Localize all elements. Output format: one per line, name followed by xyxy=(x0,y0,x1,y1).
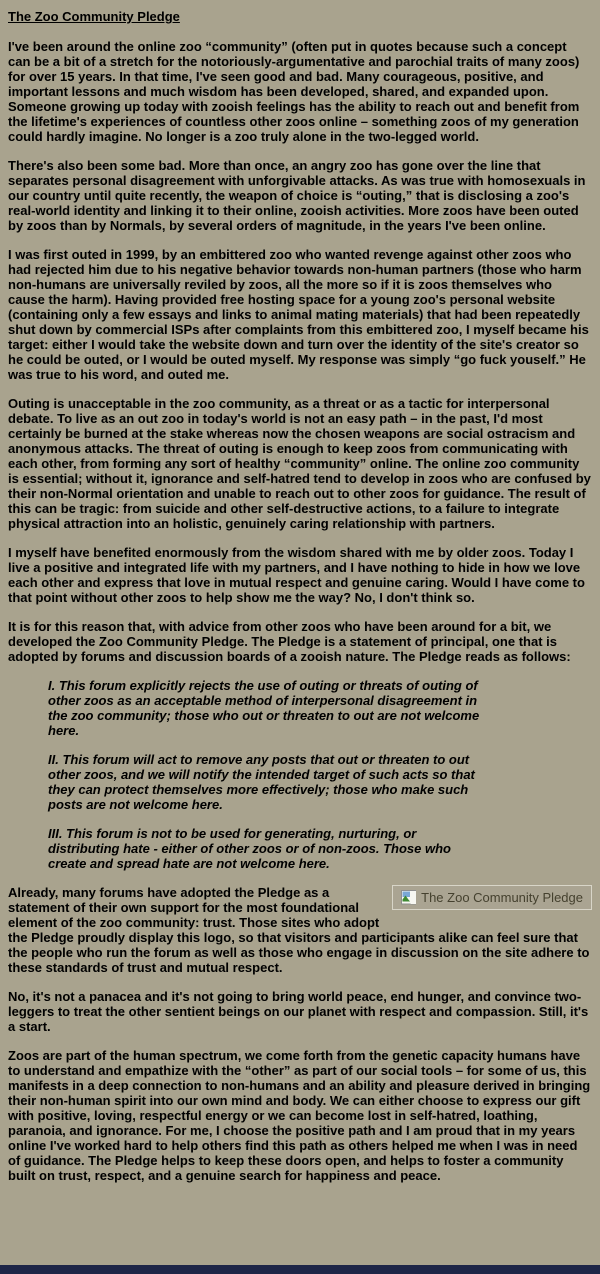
pledge-item-1: I. This forum explicitly rejects the use of outing or threats of outing of other zoos as an acceptable method of interpersonal disagreement in the zoo community; those who out or threaten to out are not welcome here. xyxy=(48,678,480,738)
window-bottom-edge xyxy=(0,1265,600,1274)
pledge-item-2: II. This forum will act to remove any posts that out or threaten to out other zoos, and we will notify the intended target of such acts so that they can protect themselves more effectively; those who make such posts are not welcome here. xyxy=(48,752,475,812)
paragraph-4: Outing is unacceptable in the zoo community, as a threat or as a tactic for interpersonal debate. To live as an out zoo in today's world is not an easy path – in the past, I'd most certainly be burned at the stake whereas now the chosen weapons are social ostracism and anonymous attacks. The threat of outing is enough to keep zoos from communicating with each other, from forming any sort of healthy “community” online. The online zoo community is essential; without it, ignorance and self-hatred tend to develop in zoos who are confused by their non-Normal orientation and unable to reach out to other zoos for guidance. The result of this can be tragic: from suicide and other self-destructive actions, to a failure to integrate physical attraction into an holistic, genuinely caring relationship with partners. xyxy=(8,396,591,531)
broken-image-icon xyxy=(401,890,417,905)
paragraph-3: I was first outed in 1999, by an embittered zoo who wanted revenge against other zoos who had rejected him due to his negative behavior towards non-human partners (those who harm non-humans are universally reviled by zoos, all the more so if it is zoos themselves who cause the harm). Having provided free hosting space for a young zoo's personal website (containing only a few essays and links to animal mating materials) that had been repeatedly shut down by commercial ISPs after complaints from this embittered zoo, I myself became his target: either I would take the website down and turn over the identity of the site's creator so he could be outed, or I would be outed myself. My response was simply “go fuck youself.” He was true to his word, and outed me. xyxy=(8,247,589,382)
paragraph-8: No, it's not a panacea and it's not going to bring world peace, end hunger, and convince two-leggers to treat the other sentient beings on our planet with respect and compassion. Still, it's a start. xyxy=(8,989,589,1034)
paragraph-1: I've been around the online zoo “community” (often put in quotes because such a concept can be a bit of a stretch for the notoriously-argumentative and parochial traits of many zoos) for over 15 years. In that time, I've seen good and bad. Many courageous, positive, and important lessons and much wisdom has been developed, shared, and expanded upon. Someone growing up today with zooish feelings has the ability to reach out and benefit from the lifetime's experiences of countless other zoos online – something zoos of my generation could hardly imagine. No longer is a zoo truly alone in the two-legged world. xyxy=(8,39,580,144)
paragraph-5: I myself have benefited enormously from the wisdom shared with me by older zoos. Today I live a positive and integrated life with my partners, and I have nothing to hide in how we love each other and express that love in mutual respect and genuine caring. Would I have come to that point without other zoos to help show me the way? No, I don't think so. xyxy=(8,545,585,605)
pledge-logo-alt-text: The Zoo Community Pledge xyxy=(421,890,583,905)
pledge-logo-broken-image xyxy=(392,885,592,910)
pledge-blockquote xyxy=(48,678,487,871)
paragraph-9: Zoos are part of the human spectrum, we come forth from the genetic capacity humans have to understand and empathize with the “other” as part of our social tools – for some of us, this manifests in a deep connection to non-humans and an ability and pleasure derived in bringing their non-human spirit into our own mind and body. We can either choose to express our gift with positive, loving, respectful energy or we can become lost in self-hatred, loathing, paranoia, and ignorance. For me, I choose the positive path and I am proud that in my years online I've worked hard to help others find this path as others helped me when I was in need of guidance. The Pledge helps to keep these doors open, and helps to foster a community built on trust, respect, and a genuine search for happiness and peace. xyxy=(8,1048,591,1183)
pledge-item-3: III. This forum is not to be used for generating, nurturing, or distributing hate - either of other zoos or of non-zoos. Those who create and spread hate are not welcome here. xyxy=(48,826,451,871)
paragraph-7-text: Already, many forums have adopted the Pledge as a statement of their own support for the most foundational element of the zoo community: trust. Those sites who adopt the Pledge proudly display this logo, so that visitors and participants alike can feel sure that the people who run the forum as well as those who engage in discussion on the site adhere to these standards of trust and mutual respect. xyxy=(8,885,590,975)
page-title: The Zoo Community Pledge xyxy=(8,9,180,24)
paragraph-6: It is for this reason that, with advice from other zoos who have been around for a bit, we developed the Zoo Community Pledge. The Pledge is a statement of principal, one that is adopted by forums and discussion boards of a zooish nature. The Pledge reads as follows: xyxy=(8,619,571,664)
paragraph-2: There's also been some bad. More than once, an angry zoo has gone over the line that separates personal disagreement with unforgivable attacks. As was true with homosexuals in our country until quite recently, the weapon of choice is “outing,” that is disclosing a zoo's real-world identity and linking it to their online, zooish activities. More zoos have been outed by zoos than by Normals, by several orders of magnitude, in the years I've been online. xyxy=(8,158,586,233)
paragraph-7-with-logo xyxy=(8,885,592,975)
